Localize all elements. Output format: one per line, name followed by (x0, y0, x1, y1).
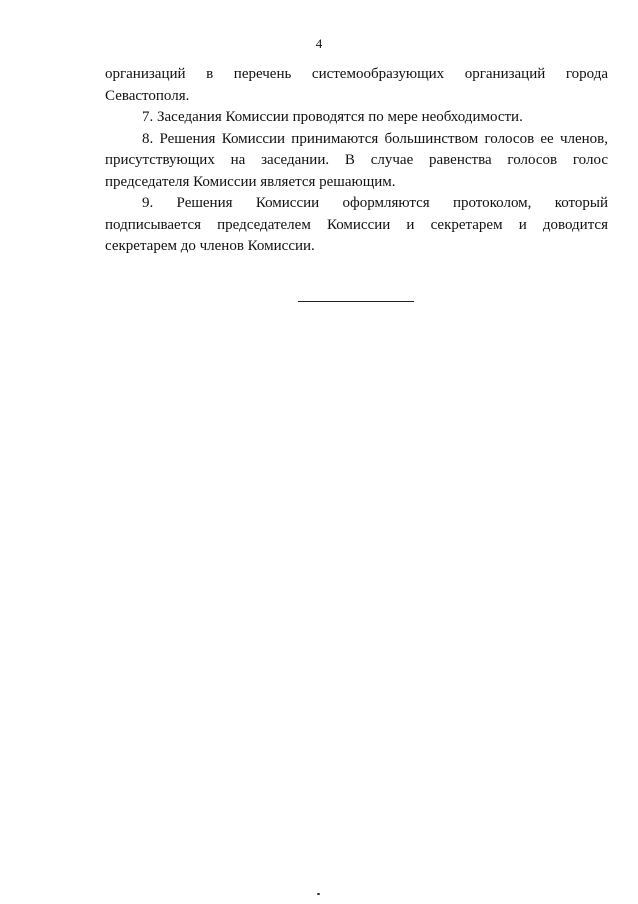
end-of-document-separator (298, 301, 414, 302)
paragraph-item-9: 9. Решения Комиссии оформляются протоколом, который подписывается председателем Комиссии и секретарем и доводится секретарем до членов Комиссии. (105, 195, 608, 254)
paragraph-item-7: 7. Заседания Комиссии проводятся по мере необходимости. (142, 109, 523, 125)
document-body (105, 64, 608, 258)
scan-speck (317, 893, 320, 895)
paragraph-continuation: организаций в перечень системообразующих организаций города Севастополя. (105, 66, 608, 104)
page-number: 4 (315, 36, 323, 51)
paragraph-item-8: 8. Решения Комиссии принимаются большинством голосов ее членов, присутствующих на заседании. В случае равенства голосов голос председателя Комиссии является решающим. (105, 130, 608, 190)
